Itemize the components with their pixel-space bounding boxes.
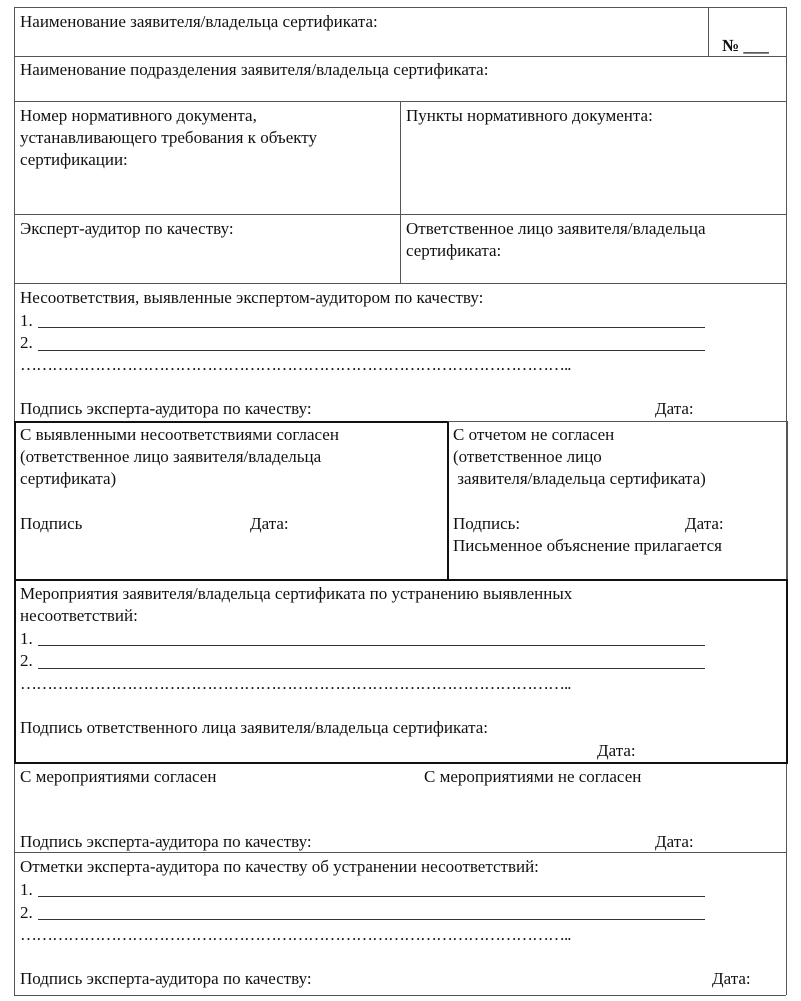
table-bottom-border	[14, 995, 786, 996]
measures-responsible-signature: Подпись ответственного лица заявителя/владельца сертификата:	[20, 718, 488, 737]
nonconformity-date: Дата:	[655, 399, 694, 418]
subdivision-label: Наименование подразделения заявителя/владельца сертификата:	[20, 60, 489, 79]
row-measures-review-bottom	[14, 852, 786, 853]
nonconformity-item-2-number: 2.	[20, 333, 33, 352]
agree-line3: сертификата)	[20, 469, 117, 488]
nonconformity-dots: …………………………………………………………………………………………..	[20, 355, 571, 374]
row3-bottom	[14, 214, 786, 215]
nonconformity-item-2-line[interactable]	[38, 350, 705, 351]
expert-auditor-label: Эксперт-аудитор по качеству:	[20, 219, 234, 238]
measures-review-signature: Подпись эксперта-аудитора по качеству:	[20, 832, 312, 851]
disagree-signature: Подпись:	[453, 514, 521, 533]
responsible-person-label-line1: Ответственное лицо заявителя/владельца	[406, 219, 706, 238]
nonconformities-title: Несоответствия, выявленные экспертом-аудитором по качеству:	[20, 288, 484, 307]
row1-bottom	[14, 56, 786, 57]
number-cell-divider	[708, 7, 709, 56]
normative-doc-label-line1: Номер нормативного документа,	[20, 106, 257, 125]
responsible-person-label-line2: сертификата:	[406, 241, 502, 260]
elimination-item-2-number: 2.	[20, 903, 33, 922]
row4-bottom	[14, 283, 786, 284]
measure-item-2-number: 2.	[20, 651, 33, 670]
nonconformity-expert-signature: Подпись эксперта-аудитора по качеству:	[20, 399, 312, 418]
measures-title-line1: Мероприятия заявителя/владельца сертификата по устранению выявленных	[20, 584, 573, 603]
disagree-date: Дата:	[685, 514, 724, 533]
doc-points-label: Пункты нормативного документа:	[406, 106, 653, 125]
elimination-dots: …………………………………………………………………………………………..	[20, 925, 571, 944]
agree-line2: (ответственное лицо заявителя/владельца	[20, 447, 322, 466]
measures-dots: …………………………………………………………………………………………..	[20, 674, 571, 693]
agree-block-border	[14, 421, 449, 581]
table-top-border	[14, 7, 786, 8]
elimination-expert-signature: Подпись эксперта-аудитора по качеству:	[20, 969, 312, 988]
applicant-name-label: Наименование заявителя/владельца сертификата:	[20, 12, 378, 31]
normative-doc-label-line2: устанавливающего требования к объекту	[20, 128, 317, 147]
disagree-line3: заявителя/владельца сертификата)	[453, 469, 706, 488]
agree-line1: С выявленными несоответствиями согласен	[20, 425, 339, 444]
measures-agree-label: С мероприятиями согласен	[20, 767, 217, 786]
nonconformity-item-1-number: 1.	[20, 311, 33, 330]
measure-item-1-number: 1.	[20, 629, 33, 648]
nonconformity-item-1-line[interactable]	[38, 327, 705, 328]
disagree-block-border	[447, 421, 788, 581]
elimination-item-1-line[interactable]	[38, 896, 705, 897]
elimination-date: Дата:	[712, 969, 751, 988]
normative-doc-label-line3: сертификации:	[20, 150, 128, 169]
row3-divider	[400, 101, 401, 283]
agree-date: Дата:	[250, 514, 289, 533]
elimination-item-1-number: 1.	[20, 880, 33, 899]
disagree-line2: (ответственное лицо	[453, 447, 602, 466]
disagree-explanation: Письменное объяснение прилагается	[453, 536, 722, 555]
measures-title-line2: несоответствий:	[20, 606, 138, 625]
certificate-number-field[interactable]: № ___	[722, 36, 769, 55]
measure-item-1-line[interactable]	[38, 645, 705, 646]
measure-item-2-line[interactable]	[38, 668, 705, 669]
disagree-line1: С отчетом не согласен	[453, 425, 615, 444]
agree-signature: Подпись	[20, 514, 83, 533]
measures-disagree-label: С мероприятиями не согласен	[424, 767, 642, 786]
elimination-title: Отметки эксперта-аудитора по качеству об устранении несоответствий:	[20, 857, 539, 876]
elimination-item-2-line[interactable]	[38, 919, 705, 920]
measures-date: Дата:	[597, 741, 636, 760]
measures-review-date: Дата:	[655, 832, 694, 851]
